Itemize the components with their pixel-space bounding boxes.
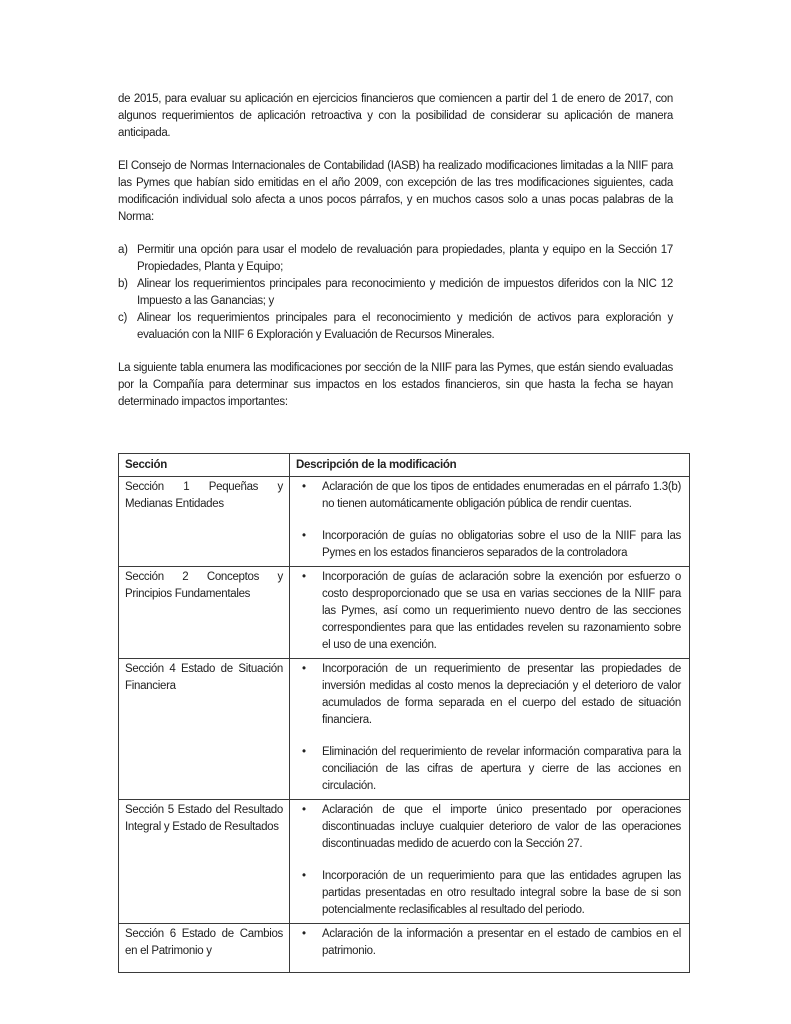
paragraph-table-intro: La siguiente tabla enumera las modificaciones por sección de la NIIF para las Pymes, que están siendo evaluadas por la Compañía para determinar sus impactos en los estados financieros, sin que hasta la fecha se hayan determinado impactos importantes: — [118, 362, 673, 408]
bullet-item — [290, 802, 681, 853]
description-cell — [290, 800, 690, 924]
list-marker: a) — [118, 244, 128, 256]
bullet-icon: • — [302, 870, 306, 882]
list-item-text: Alinear los requerimientos principales para el reconocimiento y medición de activos para exploración y evaluación con la NIIF 6 Exploración y Evaluación de Recursos Minerales. — [137, 312, 673, 341]
bullet-icon: • — [302, 746, 306, 758]
bullet-icon: • — [302, 804, 306, 816]
list-marker: b) — [118, 278, 128, 290]
bullet-item — [290, 926, 681, 960]
table-row — [119, 800, 690, 924]
bullet-icon: • — [302, 481, 306, 493]
section-cell: Sección 4 Estado de Situación Financiera — [119, 659, 290, 800]
list-item-a — [118, 242, 673, 276]
bullet-text: Aclaración de la información a presentar en el estado de cambios en el patrimonio. — [322, 928, 681, 957]
list-item-text: Alinear los requerimientos principales para reconocimiento y medición de impuestos diferidos con la NIC 12 Impuesto a las Ganancias; y — [137, 278, 673, 307]
bullet-text: Aclaración de que el importe único presentado por operaciones discontinuadas incluye cualquier deterioro de valor de las operaciones discontinuadas medido de acuerdo con la Sección 27. — [322, 804, 681, 850]
table-header-row — [119, 454, 690, 477]
section-cell: Sección 5 Estado del Resultado Integral y Estado de Resultados — [119, 800, 290, 924]
section-cell: Sección 1 Pequeñas y Medianas Entidades — [119, 477, 290, 567]
bullet-text: Eliminación del requerimiento de revelar información comparativa para la conciliación de las cifras de apertura y cierre de las acciones en circulación. — [322, 746, 681, 792]
list-item-text: Permitir una opción para usar el modelo de revaluación para propiedades, planta y equipo en la Sección 17 Propiedades, Planta y Equipo; — [137, 244, 673, 273]
table-row — [119, 477, 690, 567]
bullet-item — [290, 744, 681, 795]
bullet-text: Aclaración de que los tipos de entidades enumeradas en el párrafo 1.3(b) no tienen automáticamente obligación pública de rendir cuentas. — [322, 481, 681, 510]
section-cell: Sección 6 Estado de Cambios en el Patrimonio y — [119, 924, 290, 973]
bullet-text: Incorporación de guías de aclaración sobre la exención por esfuerzo o costo desproporcionado que se usa en varias secciones de la NIIF para las Pymes, así como un requerimiento nuevo dentro de las secciones correspondientes para que las entidades revelen su razonamiento sobre el uso de una exención. — [322, 571, 681, 651]
bullet-text: Incorporación de un requerimiento para que las entidades agrupen las partidas presentadas en otro resultado integral sobre la base de si son potencialmente reclasificables al resultado del periodo. — [322, 870, 681, 916]
description-cell — [290, 924, 690, 973]
list-item-c — [118, 310, 673, 344]
bullet-item — [290, 868, 681, 919]
column-header-description: Descripción de la modificación — [290, 454, 690, 477]
column-header-section: Sección — [119, 454, 290, 477]
table-row — [119, 659, 690, 800]
table-row — [119, 567, 690, 659]
bullet-item — [290, 569, 681, 654]
list-marker: c) — [118, 312, 127, 324]
bullet-icon: • — [302, 530, 306, 542]
bullet-item — [290, 528, 681, 562]
bullet-icon: • — [302, 571, 306, 583]
description-cell — [290, 659, 690, 800]
bullet-item — [290, 479, 681, 513]
lettered-list — [118, 242, 673, 344]
list-item-b — [118, 276, 673, 310]
bullet-item — [290, 661, 681, 729]
description-cell — [290, 477, 690, 567]
section-cell: Sección 2 Conceptos y Principios Fundamentales — [119, 567, 290, 659]
bullet-icon: • — [302, 663, 306, 675]
paragraph-effective-date: de 2015, para evaluar su aplicación en ejercicios financieros que comiencen a partir del 1 de enero de 2017, con algunos requerimientos de aplicación retroactiva y con la posibilidad de considerar su aplicación de manera anticipada. — [118, 93, 673, 139]
bullet-text: Incorporación de guías no obligatorias sobre el uso de la NIIF para las Pymes en los estados financieros separados de la controladora — [322, 530, 681, 559]
table-row — [119, 924, 690, 973]
modifications-table — [118, 453, 690, 973]
description-cell — [290, 567, 690, 659]
bullet-icon: • — [302, 928, 306, 940]
bullet-text: Incorporación de un requerimiento de presentar las propiedades de inversión medidas al costo menos la depreciación y el deterioro de valor acumulados de forma separada en el cuerpo del estado de situación financiera. — [322, 663, 681, 726]
paragraph-iasb-modifications: El Consejo de Normas Internacionales de Contabilidad (IASB) ha realizado modificaciones limitadas a la NIIF para las Pymes que habían sido emitidas en el año 2009, con excepción de las tres modificaciones siguientes, cada modificación individual solo afecta a unos pocos párrafos, y en muchos casos solo a unas pocas palabras de la Norma: — [118, 160, 673, 223]
